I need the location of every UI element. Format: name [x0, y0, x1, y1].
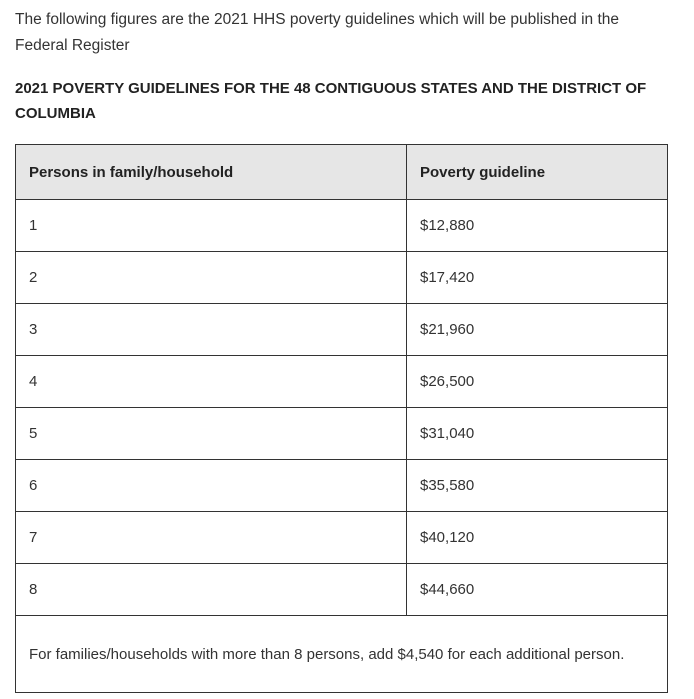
table-header-row — [16, 145, 668, 200]
persons-cell: 4 — [16, 356, 407, 408]
table-row — [16, 200, 668, 252]
persons-cell: 3 — [16, 304, 407, 356]
guideline-cell: $12,880 — [407, 200, 668, 252]
persons-cell: 1 — [16, 200, 407, 252]
persons-cell: 8 — [16, 564, 407, 616]
table-row — [16, 512, 668, 564]
table-heading: 2021 POVERTY GUIDELINES FOR THE 48 CONTIGUOUS STATES AND THE DISTRICT OF COLUMBIA — [15, 80, 647, 122]
table-row — [16, 460, 668, 512]
guideline-cell: $21,960 — [407, 304, 668, 356]
table-row — [16, 564, 668, 616]
persons-cell: 2 — [16, 252, 407, 304]
guideline-cell: $40,120 — [407, 512, 668, 564]
poverty-guidelines-table — [15, 144, 668, 693]
guideline-cell: $44,660 — [407, 564, 668, 616]
persons-cell: 6 — [16, 460, 407, 512]
guideline-cell: $35,580 — [407, 460, 668, 512]
persons-cell: 7 — [16, 512, 407, 564]
column-header-guideline: Poverty guideline — [407, 145, 668, 200]
table-row — [16, 304, 668, 356]
footnote-cell: For families/households with more than 8 persons, add $4,540 for each additional person. — [16, 616, 668, 693]
table-row — [16, 356, 668, 408]
guideline-cell: $17,420 — [407, 252, 668, 304]
intro-text: The following figures are the 2021 HHS poverty guidelines which will be published in the Federal Register — [15, 11, 619, 54]
guideline-cell: $26,500 — [407, 356, 668, 408]
persons-cell: 5 — [16, 408, 407, 460]
table-row — [16, 408, 668, 460]
table-row — [16, 252, 668, 304]
guideline-cell: $31,040 — [407, 408, 668, 460]
footnote-row — [16, 616, 668, 693]
column-header-persons: Persons in family/household — [16, 145, 407, 200]
